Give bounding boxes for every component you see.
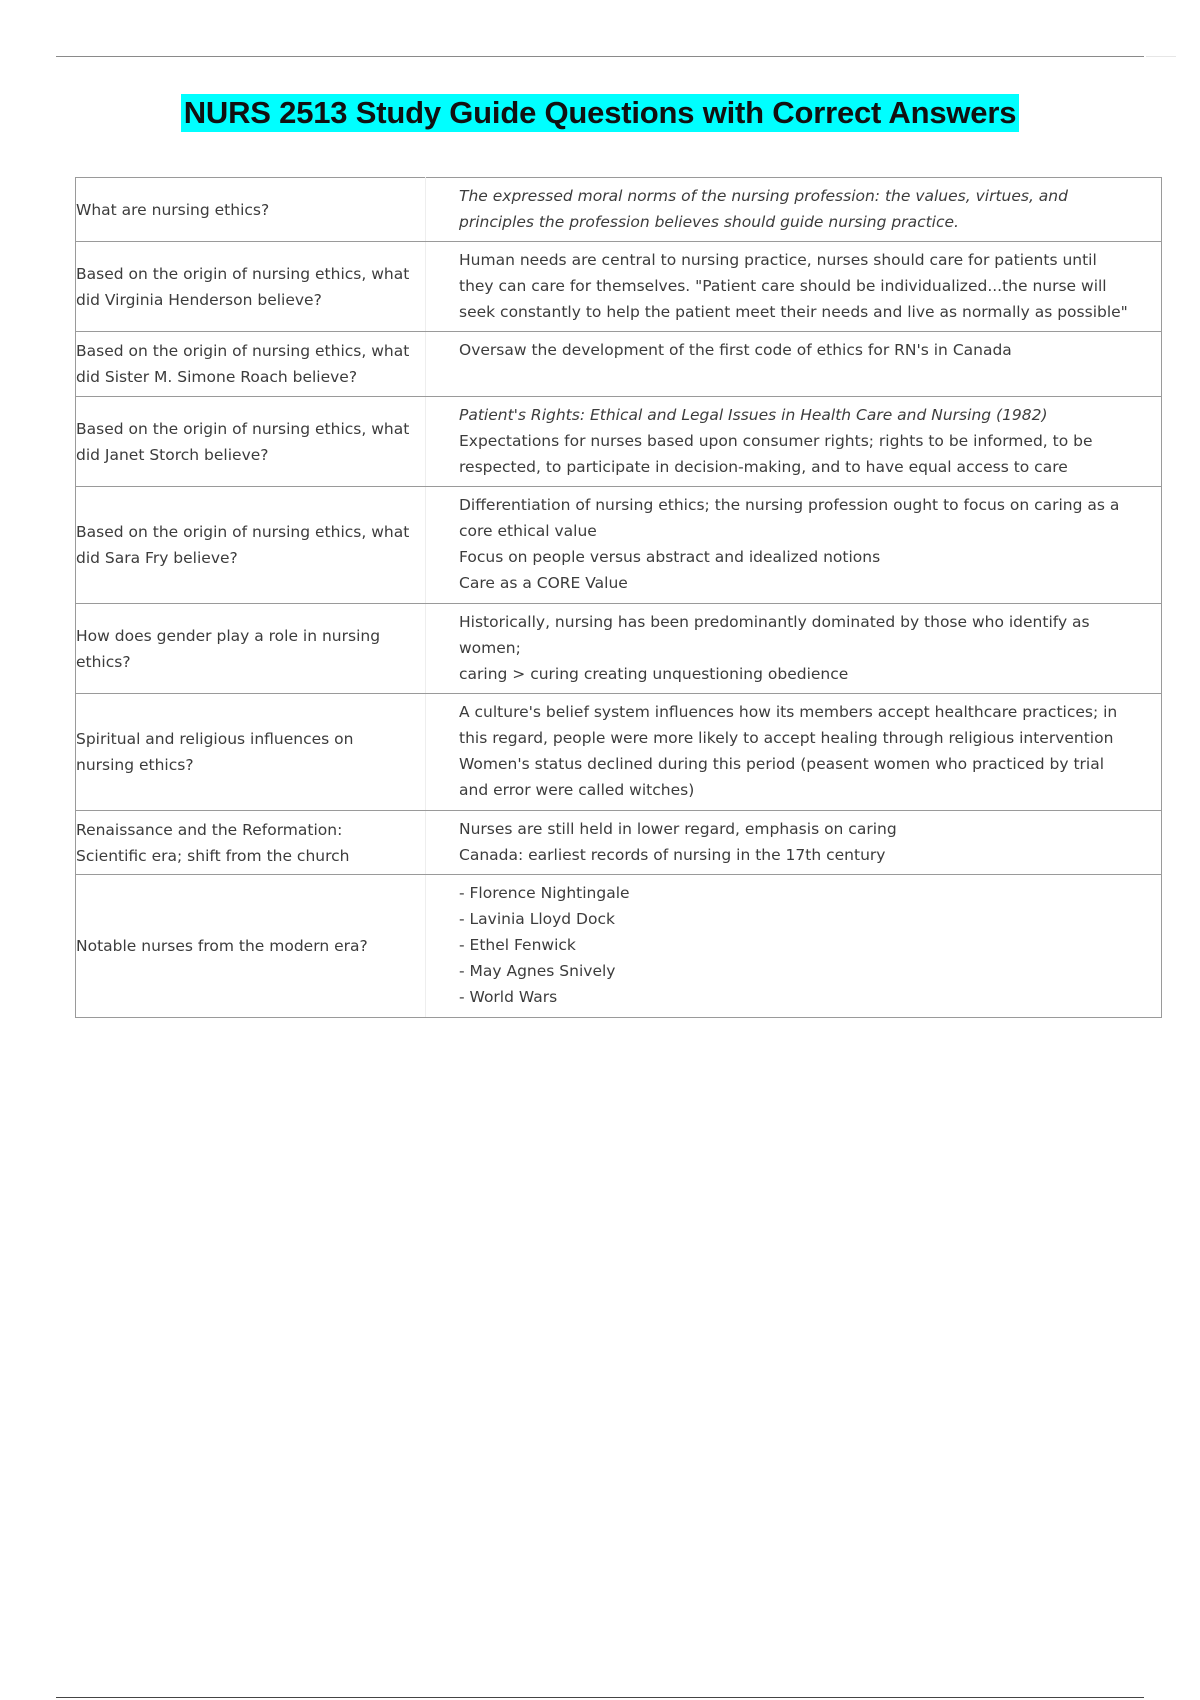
answer-line: seek constantly to help the patient meet their needs and live as normally as possible" <box>459 302 1128 321</box>
answer-line: Historically, nursing has been predominantly dominated by those who identify as <box>459 612 1090 631</box>
answer-line: Differentiation of nursing ethics; the nursing profession ought to focus on caring as a <box>459 496 1120 514</box>
answer-cell <box>426 694 1162 811</box>
question-cell: How does gender play a role in nursing ethics? <box>76 604 426 694</box>
answer-line: Expectations for nurses based upon consumer rights; rights to be informed, to be <box>459 431 1093 450</box>
answer-cell <box>426 242 1162 332</box>
table-row <box>76 178 1162 242</box>
table-row <box>76 397 1162 487</box>
answer-line <box>459 363 1151 389</box>
answer-line: principles the profession believes should guide nursing practice. <box>459 212 959 231</box>
table-row <box>76 332 1162 397</box>
title-container <box>0 94 1200 132</box>
question-cell: Based on the origin of nursing ethics, what did Janet Storch believe? <box>76 397 426 487</box>
answer-line: - Florence Nightingale <box>459 884 630 902</box>
question-cell: Based on the origin of nursing ethics, what did Virginia Henderson believe? <box>76 242 426 332</box>
answer-line: caring > curing creating unquestioning obedience <box>459 664 849 683</box>
table-row <box>76 604 1162 694</box>
answer-line: Human needs are central to nursing practice, nurses should care for patients until <box>459 250 1097 269</box>
answer-line: this regard, people were more likely to accept healing through religious intervention <box>459 729 1114 747</box>
question-cell: Notable nurses from the modern era? <box>76 875 426 1018</box>
table-row <box>76 875 1162 1018</box>
answer-line: - May Agnes Snively <box>459 962 616 980</box>
answer-cell <box>426 875 1162 1018</box>
question-cell: What are nursing ethics? <box>76 178 426 242</box>
answer-line: they can care for themselves. "Patient care should be individualized...the nurse will <box>459 276 1107 295</box>
table-row <box>76 694 1162 811</box>
table-row <box>76 487 1162 604</box>
footer-rule <box>56 1697 1144 1698</box>
answer-line: Nurses are still held in lower regard, emphasis on caring <box>459 819 897 838</box>
answer-line: A culture's belief system influences how its members accept healthcare practices; in <box>459 703 1118 721</box>
table-row <box>76 242 1162 332</box>
answer-line: respected, to participate in decision-making, and to have equal access to care <box>459 457 1068 476</box>
answer-line: Women's status declined during this period (peasent women who practiced by trial <box>459 755 1105 773</box>
answer-line: Canada: earliest records of nursing in the 17th century <box>459 845 886 864</box>
question-cell: Renaissance and the Reformation: Scientific era; shift from the church <box>76 811 426 875</box>
answer-line: core ethical value <box>459 522 597 540</box>
answer-line: The expressed moral norms of the nursing profession: the values, virtues, and <box>459 186 1068 205</box>
answer-line: Patient's Rights: Ethical and Legal Issues in Health Care and Nursing (1982) <box>459 405 1048 424</box>
study-guide-table <box>75 177 1162 1018</box>
answer-line: Care as a CORE Value <box>459 574 628 592</box>
table-row <box>76 811 1162 875</box>
answer-line: - Lavinia Lloyd Dock <box>459 910 615 928</box>
answer-cell <box>426 332 1162 397</box>
header-rule-end <box>1146 56 1176 57</box>
header-rule <box>56 56 1144 57</box>
document-title: NURS 2513 Study Guide Questions with Correct Answers <box>181 94 1020 132</box>
question-cell: Spiritual and religious influences on nursing ethics? <box>76 694 426 811</box>
answer-cell <box>426 604 1162 694</box>
answer-line: women; <box>459 638 521 657</box>
answer-line: and error were called witches) <box>459 781 695 799</box>
answer-cell <box>426 178 1162 242</box>
question-cell: Based on the origin of nursing ethics, what did Sara Fry believe? <box>76 487 426 604</box>
answer-cell <box>426 397 1162 487</box>
answer-line: - Ethel Fenwick <box>459 936 576 954</box>
answer-line: Oversaw the development of the first code of ethics for RN's in Canada <box>459 341 1012 359</box>
answer-line: Focus on people versus abstract and idealized notions <box>459 548 881 566</box>
answer-cell <box>426 811 1162 875</box>
answer-line: - World Wars <box>459 988 558 1006</box>
question-cell: Based on the origin of nursing ethics, what did Sister M. Simone Roach believe? <box>76 332 426 397</box>
answer-cell <box>426 487 1162 604</box>
